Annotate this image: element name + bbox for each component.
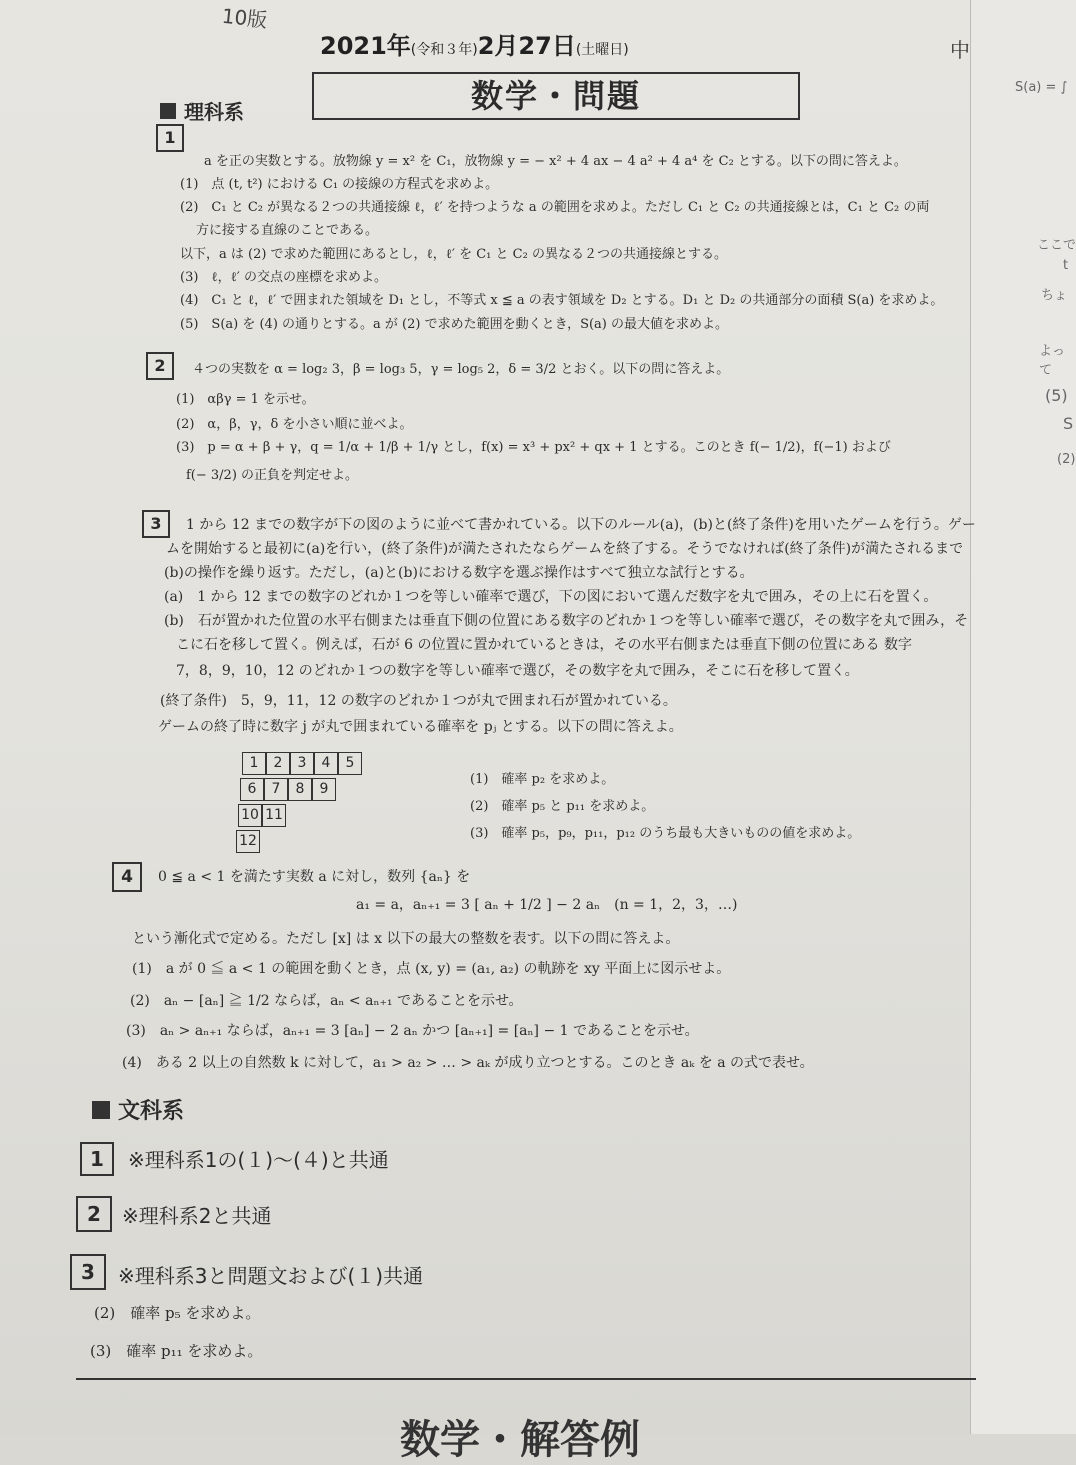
handwritten-note: (2) (1057, 452, 1076, 467)
q4-line: a₁ = a，aₙ₊₁ = 3 [ aₙ + 1/2 ] − 2 aₙ (n = 1，2，3，…) (356, 897, 738, 913)
handwritten-note: S (1063, 414, 1074, 433)
q2-line: (1) αβγ = 1 を示せ。 (176, 392, 315, 407)
q1-line: (4) C₁ と ℓ，ℓ′ で囲まれた領域を D₁ とし，不等式 x ≦ a の表す領域を D₂ とする。D₁ と D₂ の共通部分の面積 S(a) を求めよ。 (180, 293, 944, 308)
adjacent-handwritten-page (970, 0, 1076, 1434)
page-title: 数学・問題 (312, 72, 800, 120)
grid-cell: 2 (266, 752, 290, 775)
q2-line: (2) α，β，γ，δ を小さい順に並べよ。 (176, 417, 413, 432)
q3-line: こに石を移して置く。例えば，石が 6 の位置に置かれているときは，その水平右側または垂直下側の位置にある 数字 (176, 637, 912, 653)
grid-cell: 12 (236, 830, 260, 853)
q3-line: 1 から 12 までの数字が下の図のように並べて書かれている。以下のルール(a)，(b)と(終了条件)を用いたゲームを行う。ゲー (186, 517, 976, 533)
region-label: 中 (950, 38, 970, 62)
handwritten-note: (5) (1045, 386, 1068, 405)
humanities-q3-text: ※理科系3と問題文および(１)共通 (118, 1264, 424, 1288)
grid-cell: 8 (288, 778, 312, 801)
q3-line: ゲームの終了時に数字 j が丸で囲まれている確率を pⱼ とする。以下の問に答えよ。 (158, 719, 683, 735)
q1-line: (5) S(a) を (4) の通りとする。a が (2) で求めた範囲を動くとき，S(a) の最大値を求めよ。 (180, 317, 729, 332)
handwritten-note: よって (1039, 344, 1066, 378)
humanities-q1-text: ※理科系1の(１)〜(４)と共通 (128, 1148, 389, 1172)
grid-cell: 1 (242, 752, 266, 775)
humanities-heading-text: 文科系 (118, 1099, 185, 1124)
q3-line: ムを開始すると最初に(a)を行い，(終了条件)が満たされたならゲームを終了する。そうでなければ(終了条件)が満たされるまで (166, 541, 964, 557)
question-number-box: 1 (156, 124, 184, 152)
q1-line: (3) ℓ，ℓ′ の交点の座標を求めよ。 (180, 270, 387, 285)
square-icon (92, 1101, 110, 1119)
q2-line: (3) p = α + β + γ，q = 1/α + 1/β + 1/γ とし，f(x) = x³ + px² + qx + 1 とする。このとき f(− 1/2)，f(−1) および (176, 440, 891, 455)
date-era: (令和３年) (410, 42, 478, 58)
handwritten-note: ここで (1037, 238, 1076, 253)
q1-line: (2) C₁ と C₂ が異なる２つの共通接線 ℓ，ℓ′ を持つような a の範囲を求めよ。ただし C₁ と C₂ の共通接線とは，C₁ と C₂ の両 (180, 200, 930, 215)
date-year: 2021年 (320, 32, 411, 60)
date-line (320, 26, 629, 61)
science-heading-text: 理科系 (184, 100, 244, 124)
edition-label: 10版 (220, 3, 269, 33)
grid-cell: 9 (312, 778, 336, 801)
date-day: 2月27日 (477, 32, 576, 60)
q3-sub: (2) 確率 p₅ と p₁₁ を求めよ。 (470, 799, 655, 814)
q1-line: (1) 点 (t, t²) における C₁ の接線の方程式を求めよ。 (180, 177, 499, 192)
question-number-box: 4 (112, 862, 142, 892)
q4-line: 0 ≦ a < 1 を満たす実数 a に対し，数列 {aₙ} を (158, 869, 471, 885)
q1-line: a を正の実数とする。放物線 y = x² を C₁，放物線 y = − x² + 4 ax − 4 a² + 4 a⁴ を C₂ とする。以下の問に答えよ。 (204, 154, 907, 169)
grid-cell: 11 (262, 804, 286, 827)
grid-cell: 6 (240, 778, 264, 801)
humanities-q2-text: ※理科系2と共通 (122, 1204, 272, 1228)
handwritten-note: S(a) = ∫ (1015, 80, 1068, 95)
grid-cell: 7 (264, 778, 288, 801)
science-heading (160, 96, 244, 125)
q2-line: ４つの実数を α = log₂ 3，β = log₃ 5，γ = log₅ 2，δ = 3/2 とおく。以下の問に答えよ。 (192, 362, 730, 377)
q1-line: 方に接する直線のことである。 (196, 223, 379, 238)
q3-line: (終了条件) 5，9，11，12 の数字のどれか１つが丸で囲まれ石が置かれている。 (160, 693, 677, 709)
q4-line: (1) a が 0 ≦ a < 1 の範囲を動くとき，点 (x, y) = (a₁, a₂) の軌跡を xy 平面上に図示せよ。 (132, 961, 731, 977)
handwritten-note: t (1063, 258, 1069, 273)
square-icon (160, 103, 176, 119)
grid-cell: 4 (314, 752, 338, 775)
q4-line: (3) aₙ > aₙ₊₁ ならば，aₙ₊₁ = 3 [aₙ] − 2 aₙ かつ [aₙ₊₁] = [aₙ] − 1 であることを示せ。 (126, 1023, 699, 1039)
grid-cell: 10 (238, 804, 262, 827)
humanities-sub: (3) 確率 p₁₁ を求めよ。 (90, 1342, 263, 1360)
q3-line: (a) 1 から 12 までの数字のどれか１つを等しい確率で選び，下の図において選んだ数字を丸で囲み，その上に石を置く。 (164, 589, 938, 605)
q3-line: (b)の操作を繰り返す。ただし，(a)と(b)における数字を選ぶ操作はすべて独立な試行とする。 (164, 565, 754, 581)
question-number-box: 2 (76, 1196, 112, 1232)
divider-rule (76, 1378, 976, 1380)
question-number-box: 1 (80, 1142, 114, 1176)
q3-line: (b) 石が置かれた位置の水平右側または垂直下側の位置にある数字のどれか１つを等しい確率で選び，その数字を丸で囲み，そ (164, 613, 969, 629)
q4-line: (4) ある 2 以上の自然数 k に対して，a₁ > a₂ > … > aₖ が成り立つとする。このとき aₖ を a の式で表せ。 (122, 1055, 814, 1071)
humanities-heading (92, 1094, 184, 1125)
q3-sub: (3) 確率 p₅，p₉，p₁₁，p₁₂ のうち最も大きいものの値を求めよ。 (470, 826, 861, 841)
q1-line: 以下，a は (2) で求めた範囲にあるとし，ℓ，ℓ′ を C₁ と C₂ の異なる２つの共通接線とする。 (180, 247, 727, 262)
q4-line: という漸化式で定める。ただし [x] は x 以下の最大の整数を表す。以下の問に答えよ。 (132, 931, 680, 947)
grid-cell: 5 (338, 752, 362, 775)
question-number-box: 3 (70, 1254, 106, 1290)
date-weekday: (土曜日) (575, 42, 629, 58)
humanities-sub: (2) 確率 p₅ を求めよ。 (94, 1304, 261, 1322)
question-number-box: 2 (146, 352, 174, 380)
next-section-title: 数学・解答例 (400, 1417, 640, 1463)
grid-cell: 3 (290, 752, 314, 775)
q2-line: f(− 3/2) の正負を判定せよ。 (186, 468, 359, 483)
q3-line: 7，8，9，10，12 のどれか１つの数字を等しい確率で選び，その数字を丸で囲み，そこに石を移して置く。 (176, 663, 859, 679)
q3-sub: (1) 確率 p₂ を求めよ。 (470, 772, 615, 787)
handwritten-note: ちょ (1041, 288, 1068, 303)
question-number-box: 3 (142, 510, 170, 538)
q4-line: (2) aₙ − [aₙ] ≧ 1/2 ならば，aₙ < aₙ₊₁ であることを示せ。 (130, 993, 523, 1009)
